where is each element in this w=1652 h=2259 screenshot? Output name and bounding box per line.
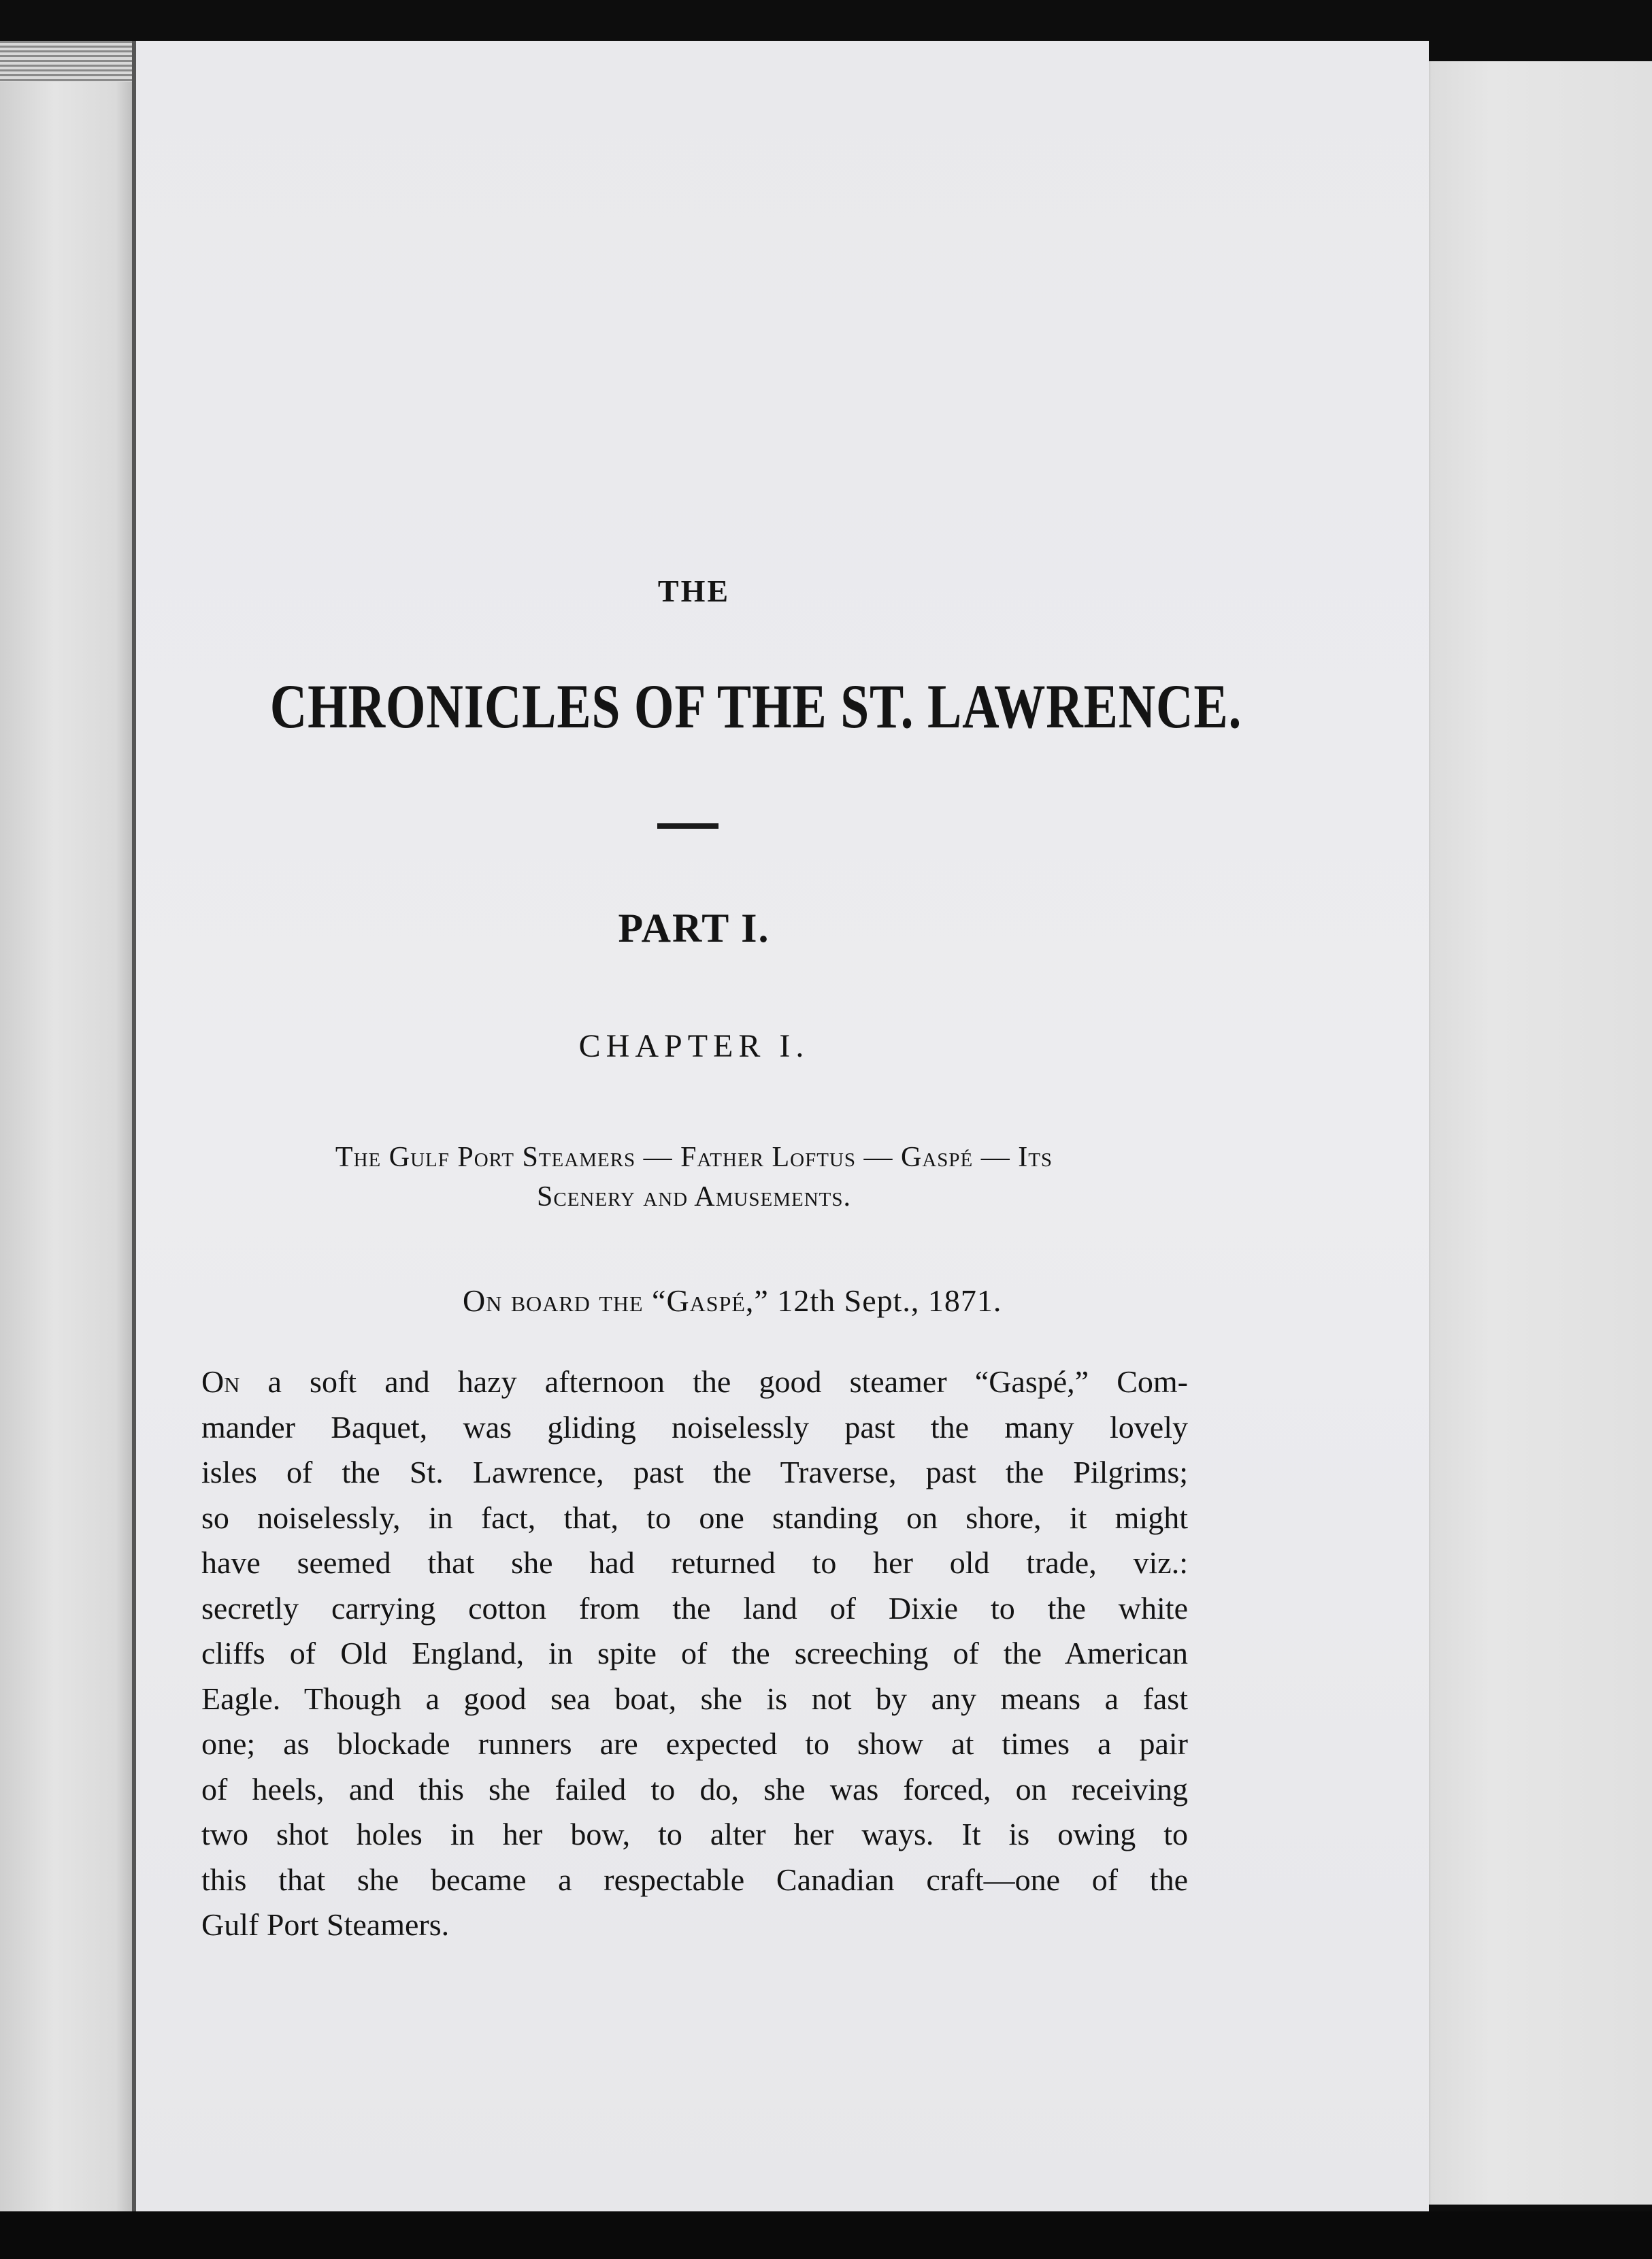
body-line: two shot holes in her bow, to alter her ways. It is owing to: [201, 1817, 1188, 1851]
body-line: Eagle. Though a good sea boat, she is not by any means a fast: [201, 1681, 1188, 1716]
part-heading: PART I.: [618, 906, 770, 951]
title-rule: [657, 823, 718, 829]
chapter-summary: [197, 1138, 1191, 1217]
body-line: have seemed that she had returned to her old trade, viz.:: [201, 1545, 1188, 1580]
chapter-summary-line-1: The Gulf Port Steamers — Father Loftus — Gaspé — Its: [335, 1142, 1053, 1173]
body-line: cliffs of Old England, in spite of the screeching of the American: [201, 1636, 1188, 1670]
body-line: Gulf Port Steamers.: [201, 1907, 450, 1942]
dateline: [463, 1283, 1211, 1319]
body-paragraph: [201, 1359, 1188, 1948]
dateline-date: 12th Sept., 1871.: [777, 1283, 1002, 1318]
body-line: so noiselessly, in fact, that, to one standing on shore, it might: [201, 1500, 1188, 1535]
dateline-place: On board the “Gaspé,”: [463, 1283, 778, 1318]
book-title: CHRONICLES OF THE ST. LAWRENCE.: [269, 672, 1242, 741]
right-page-edge: [1422, 61, 1652, 2205]
body-line: this that she became a respectable Canadian craft—one of the: [201, 1862, 1188, 1897]
body-first-word: On: [201, 1364, 240, 1399]
scan-bottom-border: [0, 2211, 1652, 2259]
binding-strip: [0, 41, 136, 82]
left-page-edge: [0, 41, 136, 2211]
body-line: isles of the St. Lawrence, past the Traverse, past the Pilgrims;: [201, 1455, 1188, 1489]
chapter-summary-line-2: Scenery and Amusements.: [537, 1181, 851, 1213]
body-line: mander Baquet, was gliding noiselessly past the many lovely: [201, 1409, 1188, 1445]
title-article: THE: [657, 574, 731, 608]
body-line: of heels, and this she failed to do, she was forced, on receiving: [201, 1771, 1188, 1807]
body-line: On a soft and hazy afternoon the good steamer “Gaspé,” Com-: [201, 1364, 1188, 1399]
body-line: secretly carrying cotton from the land of Dixie to the white: [201, 1590, 1188, 1626]
chapter-heading: CHAPTER I.: [578, 1028, 810, 1064]
body-line: one; as blockade runners are expected to show at times a pair: [201, 1726, 1188, 1761]
